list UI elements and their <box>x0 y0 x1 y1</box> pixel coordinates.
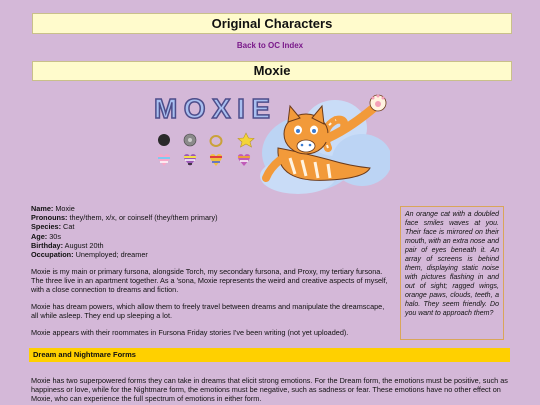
name-value: Moxie <box>55 204 75 213</box>
stories-paragraph: Moxie appears with their roommates in Fursona Friday stories I've been writing (not yet uploaded). <box>31 328 349 337</box>
occupation-label: Occupation: <box>31 250 74 260</box>
name-label: Name: <box>31 204 54 213</box>
species-label: Species: <box>31 222 62 232</box>
dream-nightmare-section-header: Dream and Nightmare Forms <box>29 348 510 362</box>
lesbian-heart-icon <box>238 154 250 166</box>
image-description-caption: An orange cat with a doubled face smiles waves at you. Their face is mirrored on their mouth, with an extra nose and pair of eyes beneath it. An array of screens is behind them, displaying static noise with pictures flashing in and out of sight; ragged wings, orange paws, clouds, teeth, a halo. They seem friendly. Do you want to approach them? <box>400 206 504 340</box>
black-circle-icon <box>158 134 170 146</box>
page-title: Original Characters <box>32 13 512 34</box>
birthday-value: August 20th <box>64 240 104 250</box>
back-to-oc-index-link[interactable]: Back to OC Index <box>236 41 304 50</box>
forms-paragraph: Moxie has two superpowered forms they can take in dreams that elicit strong emotions. For the Dream form, the emotions must be positive, such as happiness or love, while for the Nightmare form, the emotions must be negative, such as sadness or fear. These emotions have no other effect on Moxie, who can experience the full spectrum of emotions in either form. <box>31 376 508 404</box>
species-value: Cat <box>63 222 75 232</box>
moxie-logo-text: MOXIE <box>154 93 272 124</box>
character-name-title: Moxie <box>32 61 512 81</box>
character-facts <box>31 204 393 259</box>
nonbinary-heart-icon <box>184 154 196 166</box>
intro-paragraph: Moxie is my main or primary fursona, alongside Torch, my secondary fursona, and Proxy, my tertiary fursona. The three live in an apartment together. As a 'sona, Moxie represents the weird and creative aspects of myself, with a close connection to dreams and fiction. <box>31 267 388 295</box>
moxie-banner-image <box>150 88 390 196</box>
pride-heart-icon <box>210 154 222 166</box>
pronouns-label: Pronouns: <box>31 213 68 223</box>
dream-powers-paragraph: Moxie has dream powers, which allow them to freely travel between dreams and manipulate the dreamscape, all while asleep. They end up sleeping a lot. <box>31 302 385 321</box>
age-value: 30s <box>49 231 62 241</box>
pronouns-value: they/them, x/x, or coinself (they/them primary) <box>69 213 218 223</box>
trans-heart-icon <box>158 154 170 166</box>
occupation-value: Unemployed; dreamer <box>75 250 148 260</box>
age-label: Age: <box>31 231 48 241</box>
star-icon <box>238 133 254 147</box>
birthday-label: Birthday: <box>31 240 64 250</box>
ring-icon <box>211 136 222 146</box>
